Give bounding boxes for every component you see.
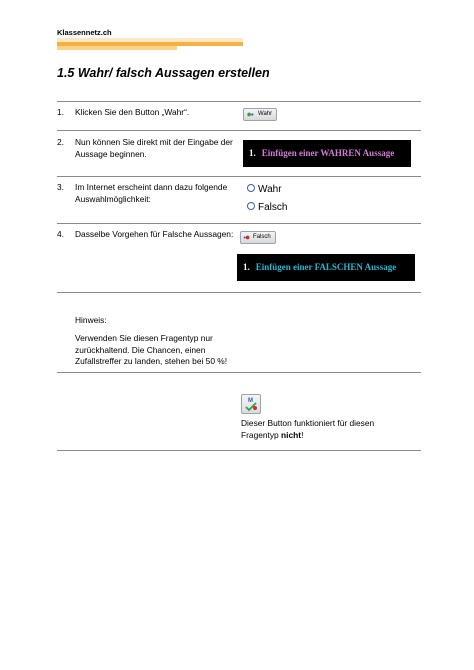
radio-falsch[interactable] (247, 202, 287, 213)
radio-circle-icon (247, 202, 255, 210)
radio-label: Falsch (258, 202, 288, 213)
false-statement-example (237, 254, 415, 281)
hint-label: Hinweis: (75, 315, 107, 325)
example-text: Einfügen einer FALSCHEN Aussage (255, 262, 397, 272)
hint-text: Verwenden Sie diesen Fragentyp nur zurückhaltend. Die Chancen, einen Zufallstreffer zu landen, stehen bei 50 %! (75, 333, 228, 366)
divider (57, 372, 421, 373)
radio-circle-icon (247, 184, 255, 192)
false-marker-icon (243, 234, 250, 241)
footer-note (241, 418, 401, 441)
falsch-button[interactable] (240, 231, 276, 244)
step-number: 3. (57, 182, 64, 192)
footer-note-text: Dieser Button funktioniert für diesen Fragentyp (241, 418, 375, 440)
multiple-choice-icon (242, 395, 260, 413)
example-number: 1. (249, 148, 256, 158)
divider (57, 176, 421, 177)
step-text: Dasselbe Vorgehen für Falsche Aussagen: (75, 229, 234, 239)
multiple-choice-button[interactable] (241, 394, 261, 414)
wahr-button-label: Wahr (258, 111, 273, 117)
true-marker-icon (247, 111, 254, 118)
header-band-3 (57, 46, 177, 50)
footer-note-emphasis: nicht (281, 429, 302, 440)
divider (57, 292, 421, 293)
example-number: 1. (243, 262, 250, 272)
step-number: 1. (57, 107, 64, 117)
divider (57, 450, 421, 451)
example-text: Einfügen einer WAHREN Aussage (261, 148, 395, 158)
divider (57, 130, 421, 131)
step-text: Im Internet erscheint dann dazu folgende Auswahlmöglichkeit: (75, 182, 228, 204)
brand-label: Klassennetz.ch (57, 28, 112, 37)
true-statement-example (243, 140, 411, 167)
footer-note-end: ! (301, 429, 304, 440)
svg-text:M: M (248, 398, 253, 404)
wahr-button[interactable] (243, 108, 277, 121)
step-text: Nun können Sie direkt mit der Eingabe der Aussage beginnen. (75, 137, 233, 159)
page-title: 1.5 Wahr/ falsch Aussagen erstellen (57, 66, 270, 80)
step-text: Klicken Sie den Button „Wahr“. (75, 107, 190, 117)
step-number: 4. (57, 229, 64, 239)
step-number: 2. (57, 137, 64, 147)
divider (57, 223, 421, 224)
radio-wahr[interactable] (247, 184, 282, 195)
falsch-button-label: Falsch (253, 234, 271, 240)
divider (57, 101, 421, 102)
radio-label: Wahr (258, 184, 282, 195)
